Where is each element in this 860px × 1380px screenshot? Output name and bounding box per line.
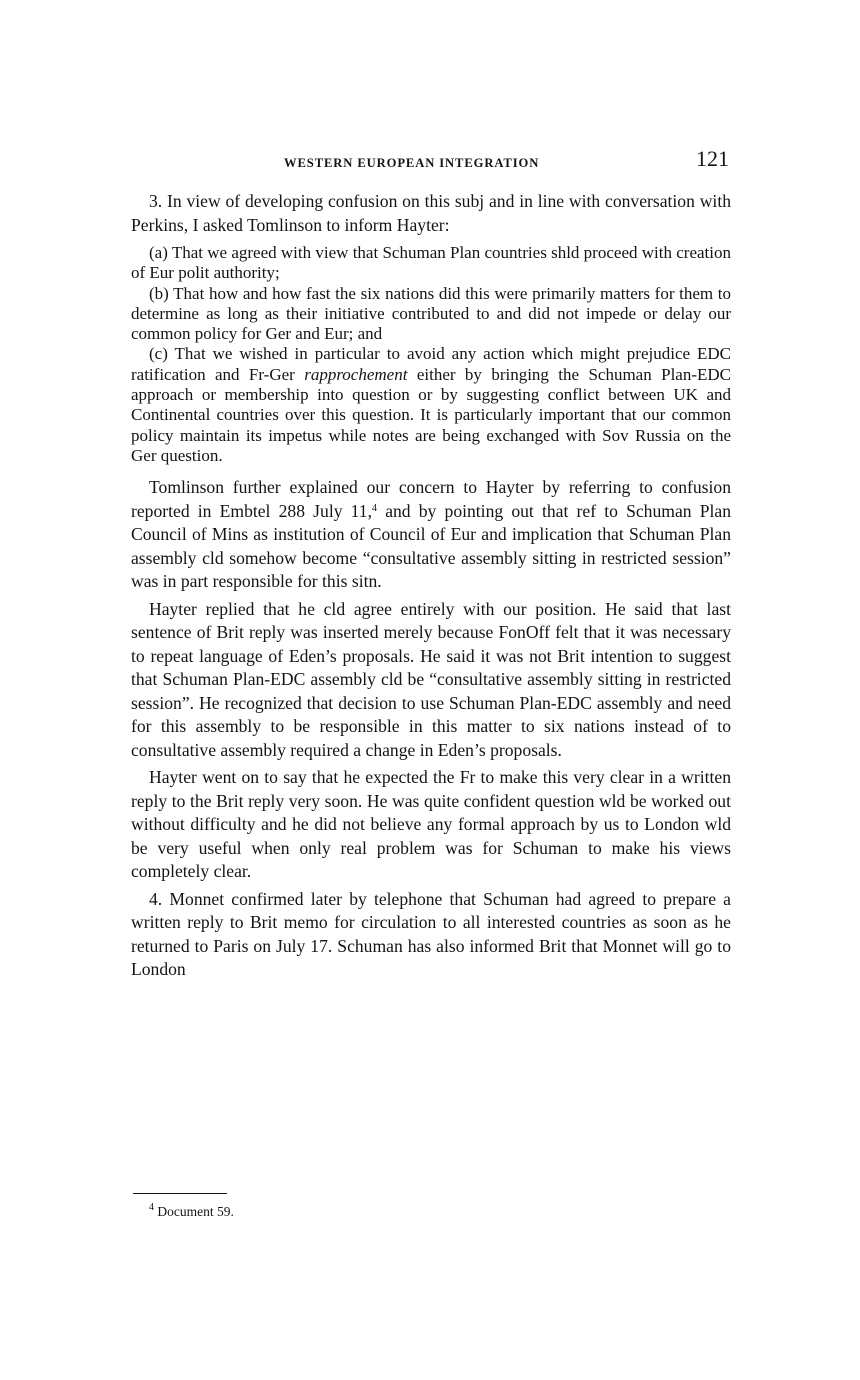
footnote-reference[interactable]: 4 [372,502,378,514]
paragraph-hayter-continues: Hayter went on to say that he expected the Fr to make this very clear in a written reply to the Brit reply very soon. He was quite confident question wld be worked out without difficulty and he did not believe any formal approach by us to London wld be very useful when only real problem was for Schuman to make his views completely clear. [131,767,731,882]
paragraph-tomlinson [131,476,731,594]
list-item-a: (a) That we agreed with view that Schuman Plan countries shld proceed with creation of Eur polit authority; [131,243,731,283]
paragraph-tomlinson-end: and by pointing out that ref to Schuman Plan Council of Mins as institution of Council of Eur and implication that Schuman Plan assembly cld somehow become “consultative assembly sitting in restricted session” was in part responsible for this sitn. [131,500,731,592]
paragraph-monnet: 4. Monnet confirmed later by telephone that Schuman had agreed to prepare a written reply to Brit memo for circulation to all interested countries as soon as he returned to Paris on July 17. Schuman has also informed Brit that Monnet will go to London [131,888,731,980]
list-item-c-text-start: (c) That we wished in particular to avoid any action which might prejudice EDC ratification and Fr-Ger [131,344,731,384]
paragraph-3-intro: 3. In view of developing confusion on this subj and in line with conversation with Perkins, I asked Tomlinson to inform Hayter: [131,191,731,235]
list-item-b: (b) That how and how fast the six nations did this were primarily matters for them to determine as long as their initiative contributed to and did not impede or delay our common policy for Ger and Eur; and [131,283,731,344]
footnote-text: Document 59. [157,1204,234,1219]
body-text [131,190,731,982]
list-item-c [131,344,731,466]
instruction-list [131,243,731,466]
paragraph-tomlinson-start: Tomlinson further explained our concern to Hayter by referring to confusion reported in Embtel 288 July 11, [131,477,731,521]
footnote-divider [133,1193,227,1194]
running-head: WESTERN EUROPEAN INTEGRATION [284,156,540,170]
footnote [149,1204,234,1220]
paragraph-hayter-reply: Hayter replied that he cld agree entirely with our position. He said that last sentence of Brit reply was inserted merely because FonOff felt that it was necessary to repeat language of Eden’s proposals. He said it was not Brit intention to suggest that Schuman Plan-EDC assembly cld be “consultative assembly sitting in restricted session”. He recognized that decision to use Schuman Plan-EDC assembly and need for this assembly to be responsible in this matter to six nations instead of to consultative assembly required a change in Eden’s proposals. [131,598,731,760]
footnote-marker: 4 [149,1202,154,1213]
list-item-c-text-end: either by bringing the Schuman Plan-EDC approach or membership into question or by suggesting conflict between UK and Continental countries over this question. It is particularly important that our common policy maintain its impetus while notes are being exchanged with Sov Russia on the Ger question. [131,364,731,465]
page-number: 121 [696,146,729,171]
page-header [131,146,731,176]
italic-term: rapprochement [304,364,408,384]
